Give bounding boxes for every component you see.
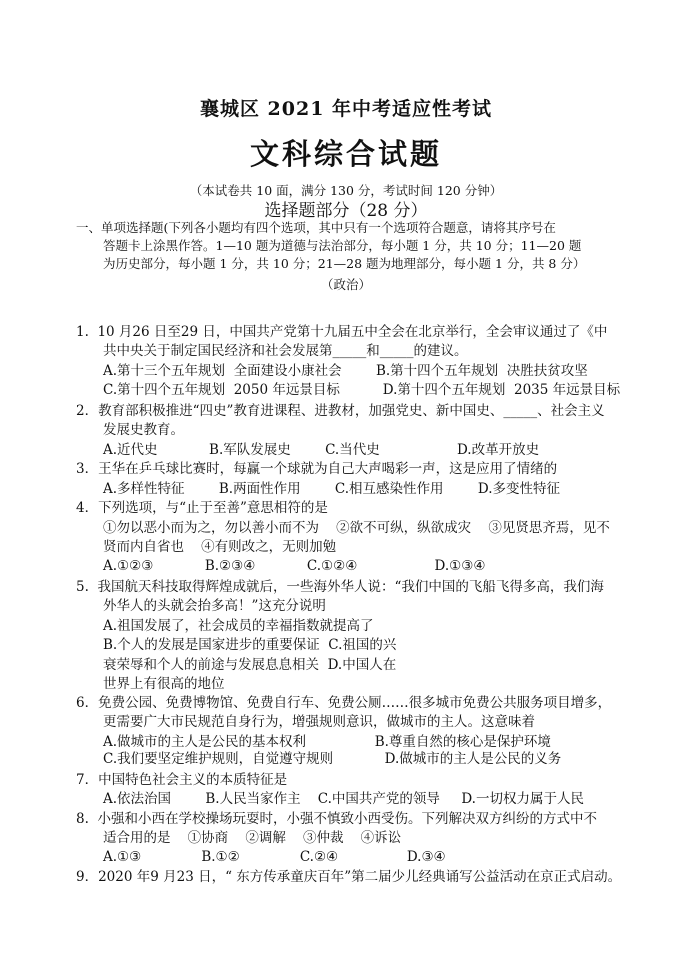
question-7-options: A.依法治国 B.人民当家作主 C.中国共产党的领导 D.一切权力属于人民: [103, 791, 584, 807]
question-5-line-1: 5. 我国航天科技取得辉煌成就后，一些海外华人说：“我们中国的飞船飞得多高，我们海: [76, 579, 604, 595]
question-5-option-d: 世界上有很高的地位: [103, 676, 225, 692]
question-2-line-2: 发展史教育。: [103, 422, 184, 438]
question-4-line-2: ①勿以恶小而为之，勿以善小而不为 ②欲不可纵，纵欲成灾 ③见贤思齐焉，见不: [103, 520, 610, 536]
exam-note: （本试卷共 10 面，满分 130 分，考试时间 120 分钟）: [189, 183, 503, 198]
question-6-options-ab: A.做城市的主人是公民的基本权利 B.尊重自然的核心是保护环境: [103, 734, 551, 750]
question-6-line-2: 更需要广大市民规范自身行为，增强规则意识，做城市的主人。这意味着: [103, 714, 535, 730]
exam-subject-title: 文科综合试题: [249, 137, 442, 171]
question-4-line-3: 贤而内自省也 ④有则改之，无则加勉: [103, 539, 337, 555]
question-5-line-2: 外华人的头就会抬多高！”这充分说明: [103, 598, 326, 614]
question-3-line-1: 3．王华在乒乓球比赛时，每赢一个球就为自己大声喝彩一声，这是应用了情绪的: [76, 461, 558, 477]
subject-label: （政治）: [320, 277, 371, 292]
question-3-options: A.多样性特征 B.两面性作用 C.相互感染性作用 D.多变性特征: [103, 481, 561, 497]
question-1-options-cd: C.第十四个五年规划 2050 年远景目标 D.第十四个五年规划 2035 年远景目标: [103, 382, 621, 398]
section-instruction-1: 一、单项选择题(下列各小题均有四个选项，其中只有一个选项符合题意，请将其序号在: [76, 220, 556, 235]
question-1-line-2: 共中央关于制定国民经济和社会发展第_____和_____的建议。: [103, 343, 468, 359]
question-8-line-2: 适合用的是 ①协商 ②调解 ③仲裁 ④诉讼: [103, 830, 402, 846]
question-9-line-1: 9．2020 年9 月23 日，“ 东方传承童庆百年”第二届少儿经典诵写公益活动在京正式启动。: [76, 869, 622, 885]
question-5-option-bc: B.个人的发展是国家进步的重要保证 C.祖国的兴: [103, 637, 397, 653]
section-instruction-2: 答题卡上涂黑作答。1—10 题为道德与法治部分，每小题 1 分，共 10 分；11—20 题: [103, 238, 582, 253]
question-8-options: A.①③ B.①② C.②④ D.③④: [103, 849, 446, 865]
part-title: 选择题部分（28 分）: [264, 201, 428, 221]
question-5-option-a: A.祖国发展了，社会成员的幸福指数就提高了: [103, 618, 374, 634]
question-8-line-1: 8. 小强和小西在学校操场玩耍时，小强不慎致小西受伤。下列解决双方纠纷的方式中不: [76, 811, 597, 827]
question-2-options: A.近代史 B.军队发展史 C.当代史 D.改革开放史: [103, 442, 540, 458]
question-1-line-1: 1. 10 月26 日至29 日，中国共产党第十九届五中全会在北京举行，全会审议通过了《中: [76, 324, 608, 340]
question-1-options-ab: A.第十三个五年规划 全面建设小康社会 B.第十四个五年规划 决胜扶贫攻坚: [103, 363, 588, 379]
question-4-line-1: 4．下列选项，与“止于至善”意思相符的是: [76, 500, 328, 516]
question-6-line-1: 6．免费公园、免费博物馆、免费自行车、免费公厕……很多城市免费公共服务项目增多，: [76, 695, 612, 711]
exam-title: 襄城区 2021 年中考适应性考试: [199, 98, 493, 120]
question-5-option-cd: 衰荣辱和个人的前途与发展息息相关 D.中国人在: [103, 657, 397, 673]
question-6-options-cd: C.我们要坚定维护规则，自觉遵守规则 D.做城市的主人是公民的义务: [103, 751, 562, 767]
question-7-line-1: 7．中国特色社会主义的本质特征是: [76, 772, 288, 788]
section-instruction-3: 为历史部分，每小题 1 分，共 10 分；21—28 题为地理部分，每小题 1 分，共 8 分）: [103, 256, 586, 271]
question-4-options: A.①②③ B.②③④ C.①②④ D.①③④: [103, 558, 486, 574]
question-2-line-1: 2．教育部积极推进“四史”教育进课程、进教材，加强党史、新中国史、_____、社会主义: [76, 403, 605, 419]
